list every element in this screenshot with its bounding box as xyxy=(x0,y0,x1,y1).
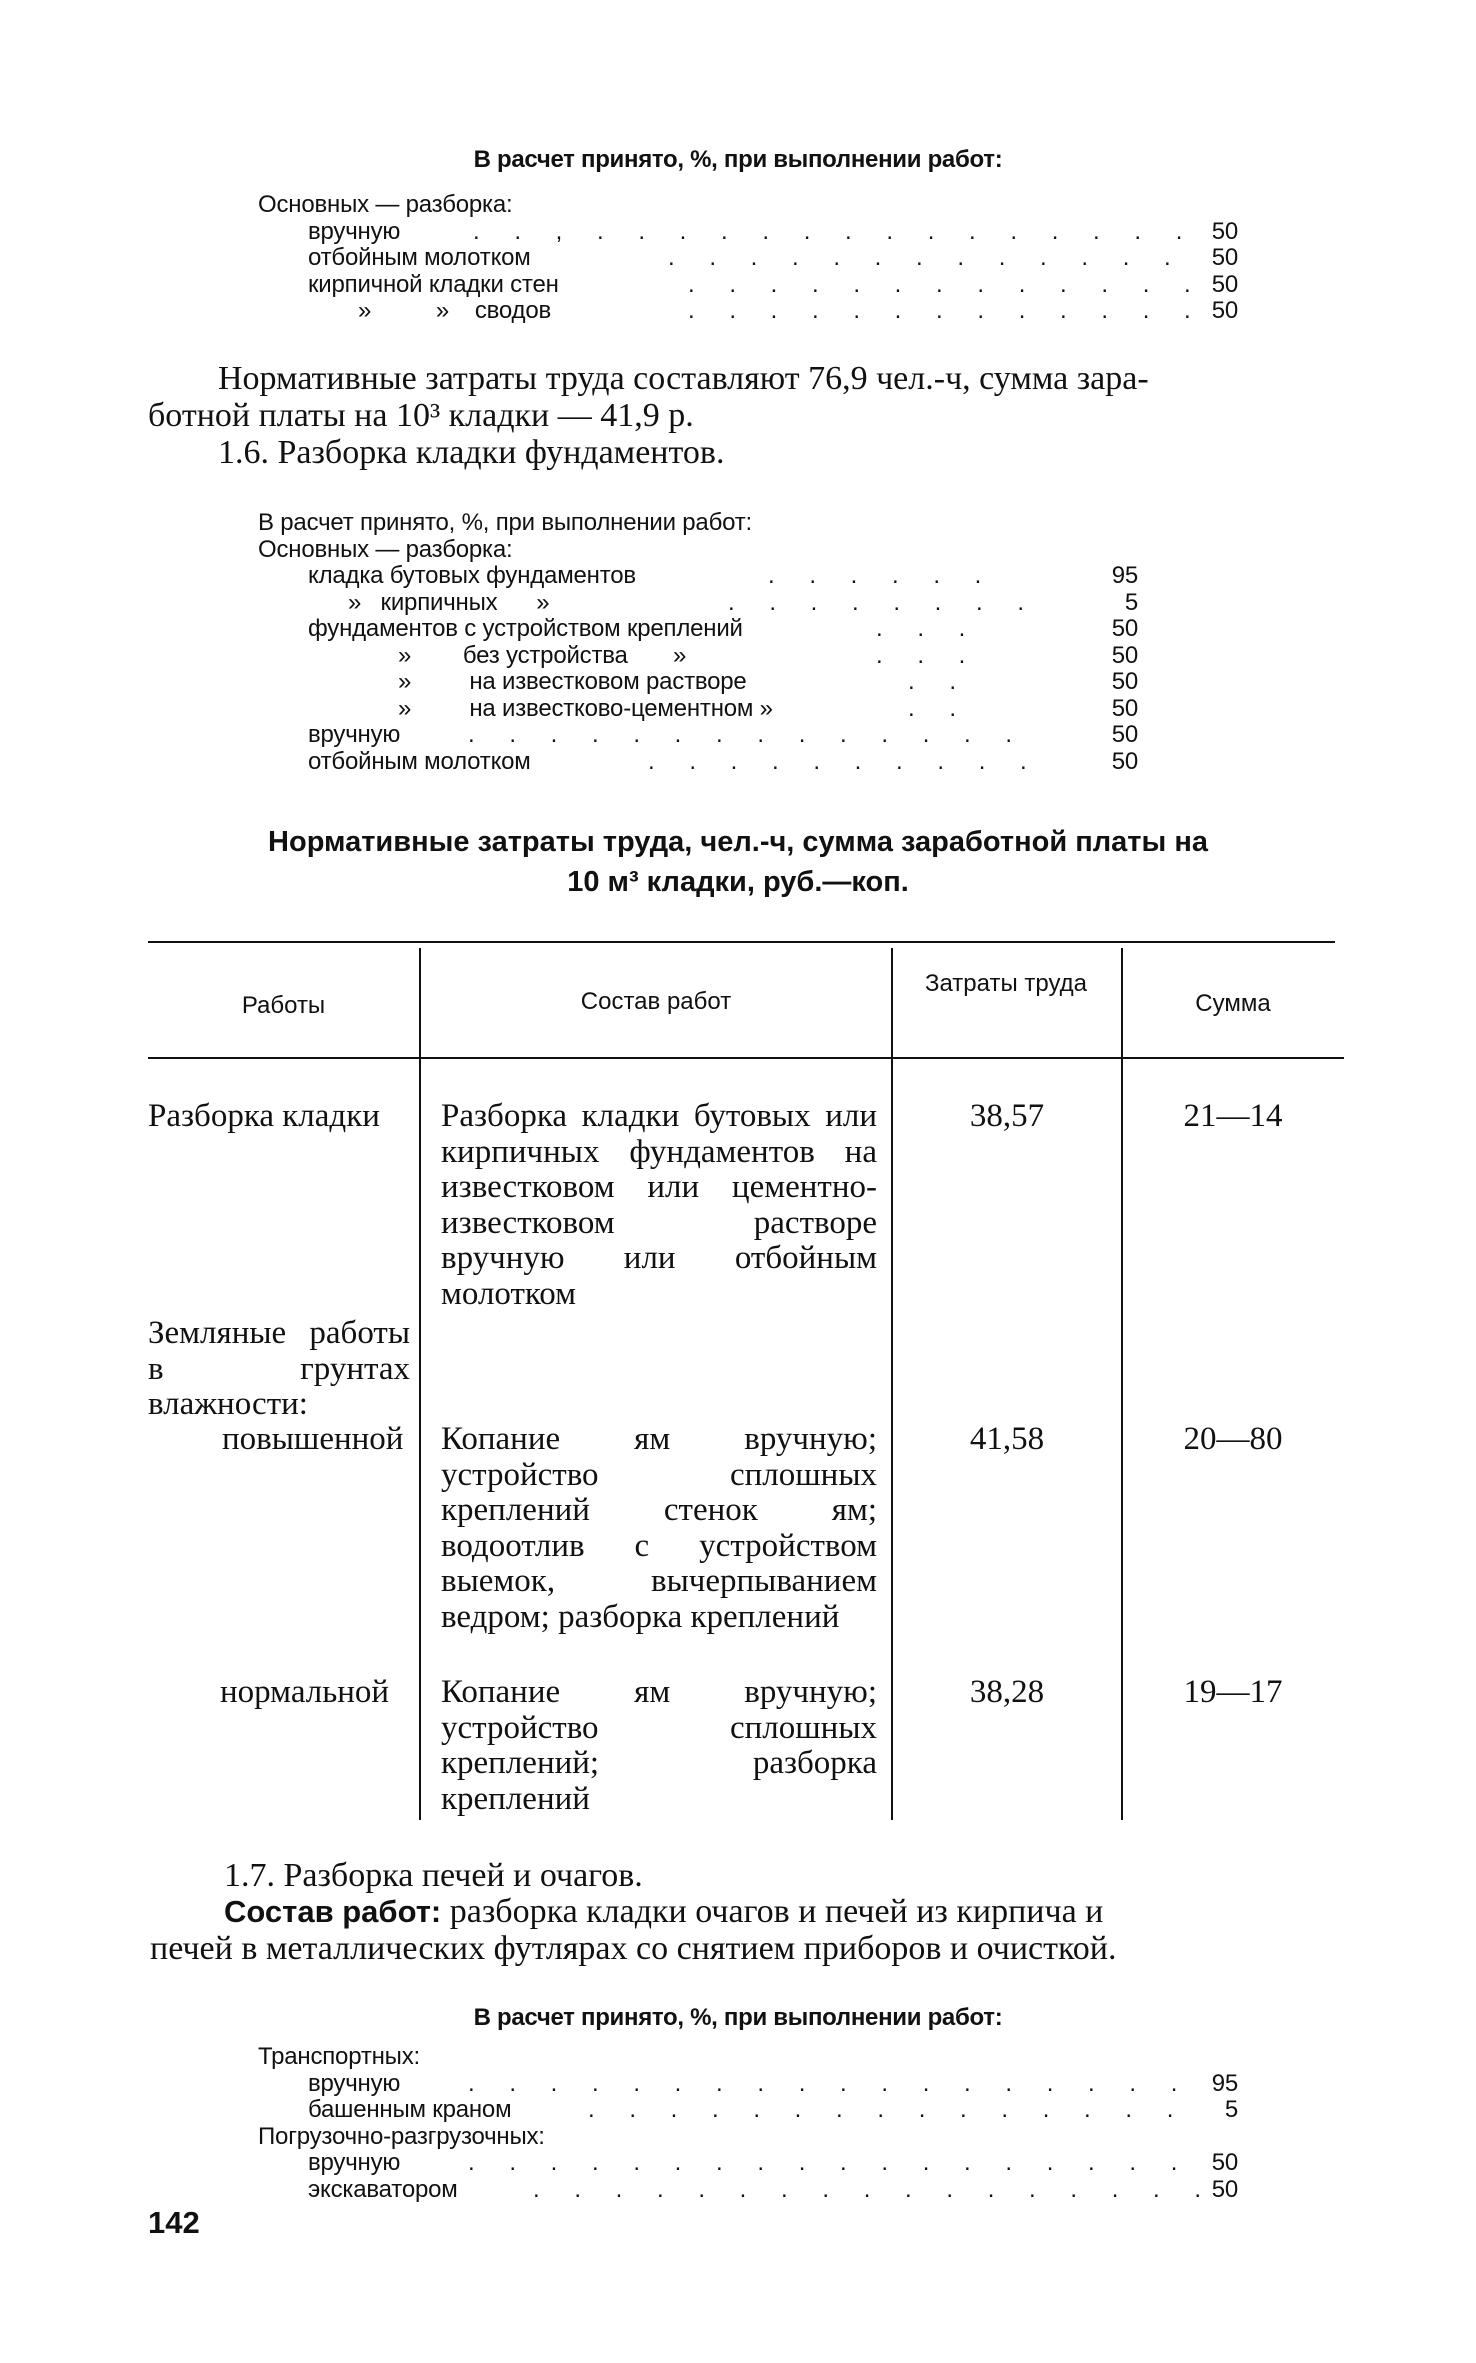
table-row-1-sum: 21—14 xyxy=(1183,1098,1283,1134)
table-top-rule xyxy=(148,941,1335,943)
list-item: отбойным молотком . . . . . . . . . . 50 xyxy=(308,747,1138,775)
list-item: отбойным молотком . . . . . . . . . . . . . 50 xyxy=(308,244,1238,271)
table-row-4-composition: Копание ям вручную; устройство сплошных креплений; разборка креплений xyxy=(441,1674,877,1817)
labor-paragraph-line1: Нормативные затраты труда составляют 76,9 чел.-ч, сумма зара- xyxy=(218,360,1149,397)
table-row-1-composition: Разборка кладки бутовых или кирпичных фундаментов на известковом или цементно-известковом растворе вручную или отбойным молотком xyxy=(441,1098,877,1312)
section1-heading: В расчет принято, %, при выполнении работ: xyxy=(473,146,1003,173)
group-label: Погрузочно-разгрузочных: xyxy=(258,2122,545,2150)
list-item: » без устройства » . . . 50 xyxy=(398,641,1138,669)
list-item: » на известково-цементном » . . 50 xyxy=(398,694,1138,722)
labor-paragraph-line2: ботной платы на 10³ кладки — 41,9 р. xyxy=(148,397,694,434)
header-labor: Затраты труда xyxy=(924,970,1087,997)
list-item: кладка бутовых фундаментов . . . . . . 95 xyxy=(308,562,1138,589)
list-item: вручную . . . . . . . . . . . . . . . . . . 50 xyxy=(308,2149,1238,2176)
page-number: 142 xyxy=(148,2205,200,2240)
section-1-7-title: 1.7. Разборка печей и очагов. xyxy=(224,1857,643,1894)
table-row-3-labor: 41,58 xyxy=(969,1421,1045,1457)
section1-list xyxy=(258,192,1238,325)
list-item: » » сводов . . . . . . . . . . . . . 50 xyxy=(358,297,1238,324)
table-row-1-work: Разборка кладки xyxy=(148,1098,380,1134)
list-item: » на известковом растворе . . 50 xyxy=(398,668,1138,695)
group-label: Основных — разборка: xyxy=(258,535,513,563)
table-row-3-sum: 20—80 xyxy=(1183,1421,1283,1457)
table-row-4-sum: 19—17 xyxy=(1183,1674,1283,1710)
list-item: кирпичной кладки стен . . . . . . . . . . . . . 50 xyxy=(308,270,1238,298)
table-title-line2: 10 м³ кладки, руб.—коп. xyxy=(567,866,909,898)
group-label: Транспортных: xyxy=(258,2043,420,2070)
table-header-rule xyxy=(148,1057,1344,1059)
header-sum: Сумма xyxy=(1195,990,1271,1017)
list-item: » кирпичных » . . . . . . . . 5 xyxy=(348,588,1138,616)
section3-heading: В расчет принято, %, при выполнении работ: xyxy=(473,2004,1003,2031)
list-item: вручную . . , . . . . . . . . . . . . . . . 50 xyxy=(308,217,1238,245)
section2-heading: В расчет принято, %, при выполнении работ: xyxy=(258,509,752,536)
composition-label: Состав работ: xyxy=(224,1894,442,1929)
table-row-2-work: Земляные работы в грунтах влажности: xyxy=(148,1315,410,1422)
table-row-3-work: повышенной xyxy=(222,1421,404,1457)
table-title-line1: Нормативные затраты труда, чел.-ч, сумма заработной платы на xyxy=(268,826,1208,858)
table-row-4-work: нормальной xyxy=(220,1674,390,1710)
composition-line1: Состав работ: разборка кладки очагов и печей из кирпича и xyxy=(224,1893,1104,1930)
composition-line2: печей в металлических футлярах со снятием приборов и очисткой. xyxy=(150,1930,1117,1967)
table-row-3-composition: Копание ям вручную; устройство сплошных креплений стенок ям; водоотлив с устройством выемок, вычерпыванием ведром; разборка креплений xyxy=(441,1421,877,1635)
list-item: вручную . . . . . . . . . . . . . . 50 xyxy=(308,721,1138,748)
group-label: Основных — разборка: xyxy=(258,191,513,218)
list-item: фундаментов с устройством креплений . . . 50 xyxy=(308,615,1138,642)
list-item: вручную . . . . . . . . . . . . . . . . . . 95 xyxy=(308,2069,1238,2097)
section2-list xyxy=(258,510,1138,775)
list-item: башенным краном . . . . . . . . . . . . . . . 5 xyxy=(308,2096,1238,2123)
header-works: Работы xyxy=(241,992,326,1019)
table-row-1-labor: 38,57 xyxy=(969,1098,1045,1134)
list-item: экскаватором . . . . . . . . . . . . . . . . . 50 xyxy=(308,2175,1238,2203)
section3-list xyxy=(258,2044,1238,2203)
header-composition: Состав работ xyxy=(580,988,732,1015)
section-1-6-title: 1.6. Разборка кладки фундаментов. xyxy=(218,434,725,471)
table-row-4-labor: 38,28 xyxy=(969,1674,1045,1710)
